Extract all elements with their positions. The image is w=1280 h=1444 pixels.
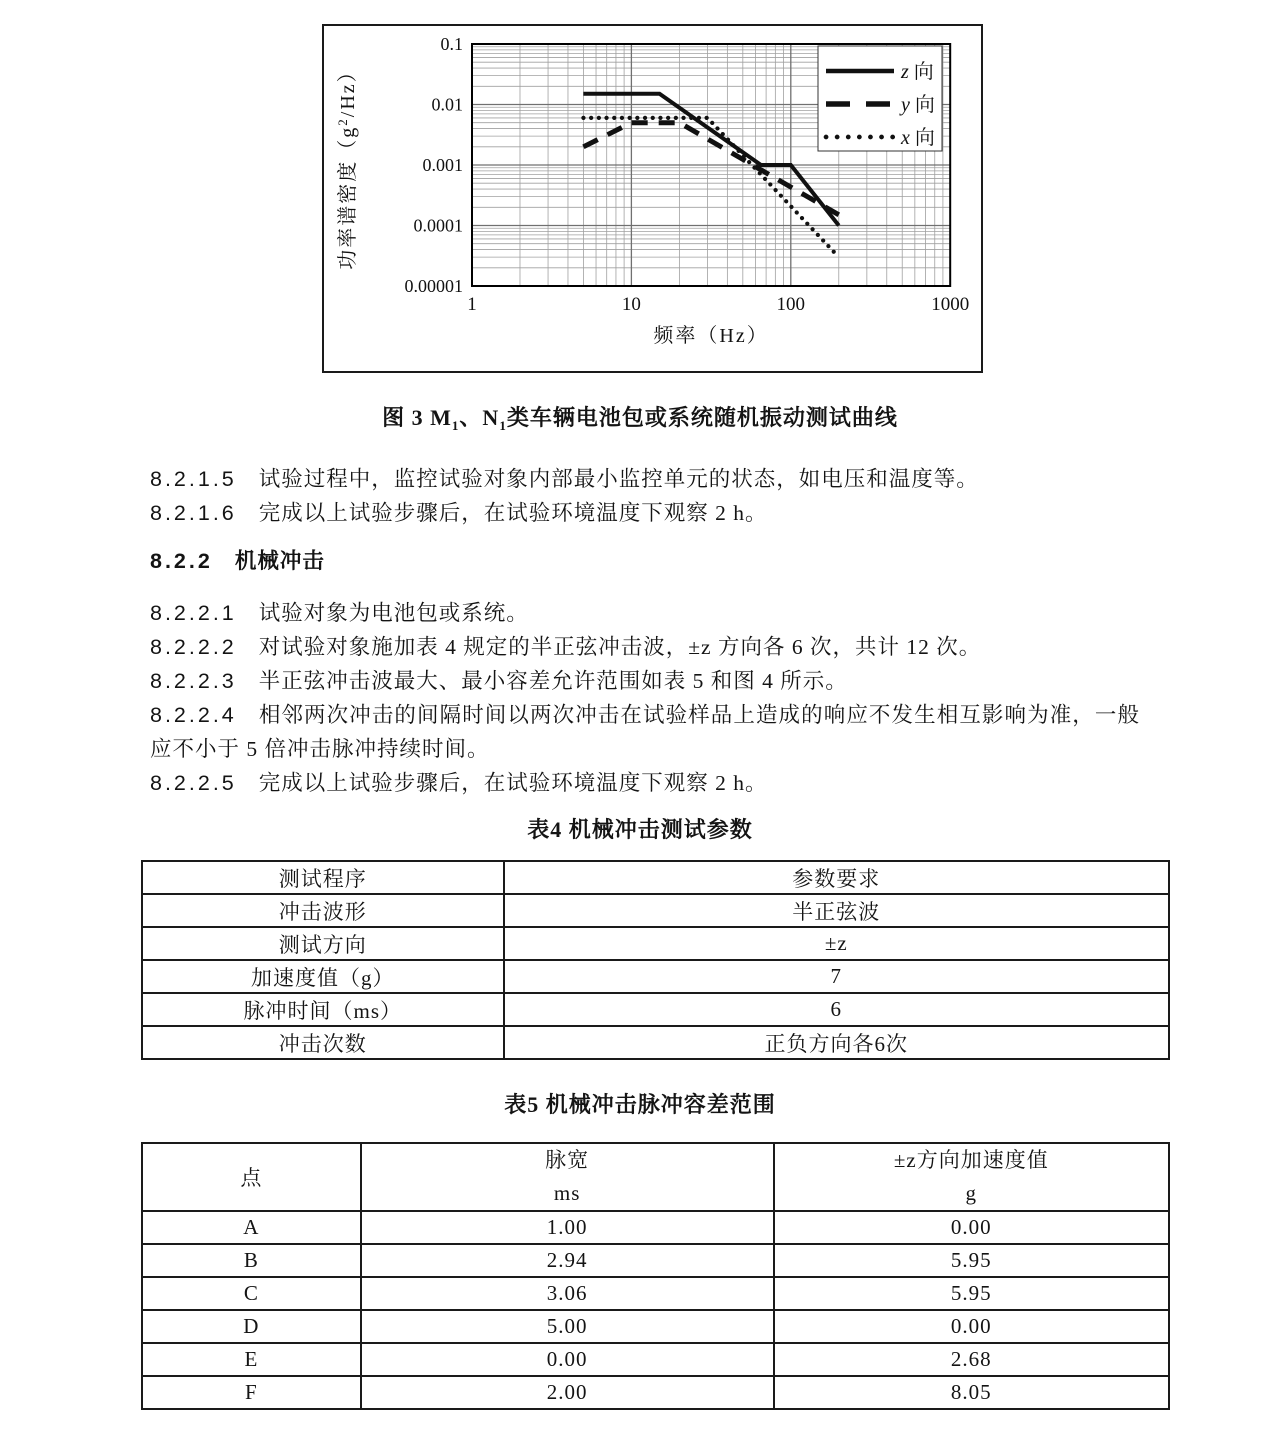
table-cell: 冲击次数 xyxy=(142,1026,504,1059)
y-axis-tick-label: 0.1 xyxy=(440,34,463,54)
header-cell-pulse-width xyxy=(361,1143,774,1211)
header-line: ms xyxy=(553,1181,581,1205)
figure-caption xyxy=(0,403,1280,441)
table-mechanical-shock-parameters xyxy=(141,860,1170,1060)
psd-line-chart xyxy=(324,26,981,371)
table-cell: 0.00 xyxy=(774,1211,1169,1244)
table-row xyxy=(142,1343,1169,1376)
y-axis-tick-label: 0.0001 xyxy=(413,215,463,236)
clause-body-text: 试验对象为电池包或系统。 xyxy=(258,601,529,625)
figure-caption-text: 图 3 M xyxy=(382,405,452,430)
legend-label-z: z 向 xyxy=(901,61,934,83)
table-cell: 2.00 xyxy=(361,1376,774,1409)
table-row xyxy=(142,861,1169,894)
legend-label-y: y 向 xyxy=(901,94,935,116)
table-cell: E xyxy=(142,1343,361,1376)
subscript: 1 xyxy=(451,418,460,433)
table-cell: 2.68 xyxy=(774,1343,1169,1376)
clause-paragraph xyxy=(150,630,1140,664)
clause-paragraph xyxy=(150,766,1140,800)
legend-label-x: x 向 xyxy=(901,127,935,149)
clause-body-text: 机械冲击 xyxy=(234,549,325,573)
clause-paragraph xyxy=(150,698,1140,766)
x-axis-tick-label: 1000 xyxy=(931,294,970,315)
table-cell: ±z xyxy=(504,927,1170,960)
subscript: 1 xyxy=(499,418,507,433)
clause-paragraph xyxy=(150,596,1140,630)
clause-body-text: 完成以上试验步骤后，在试验环境温度下观察 2 h。 xyxy=(258,501,768,525)
y-axis-title: 功率谱密度$(g^2/Hz)$ xyxy=(335,60,359,270)
table-cell: D xyxy=(142,1310,361,1343)
clause-body-text: 相邻两次冲击的间隔时间以两次冲击在试验样品上造成的响应不发生相互影响为准，一般应不小于 5 倍冲击脉冲持续时间。 xyxy=(150,703,1140,761)
x-axis-tick-label: 100 xyxy=(776,294,806,315)
table-row xyxy=(142,1244,1169,1277)
table-cell: C xyxy=(142,1277,361,1310)
table-cell: 1.00 xyxy=(361,1211,774,1244)
table-row xyxy=(142,894,1169,927)
table5-caption: 表5 机械冲击脉冲容差范围 xyxy=(504,1092,776,1117)
table4-caption: 表4 机械冲击测试参数 xyxy=(527,817,753,842)
figure-caption-text: 、N xyxy=(459,405,500,430)
clause-body-text: 对试验对象施加表 4 规定的半正弦冲击波，±z 方向各 6 次，共计 12 次。 xyxy=(258,635,982,659)
table-cell: F xyxy=(142,1376,361,1409)
clause-paragraph xyxy=(150,462,1140,496)
y-axis-tick-label: 0.001 xyxy=(422,155,463,175)
table-cell: 6 xyxy=(504,993,1170,1026)
figure-3-chart xyxy=(322,24,983,373)
table-cell: 正负方向各6次 xyxy=(504,1026,1170,1059)
x-axis-tick-label: 1 xyxy=(467,294,477,315)
table-cell: 脉冲时间（ms） xyxy=(142,993,504,1026)
clause-number: 8.2.1.6 xyxy=(150,501,237,525)
clause-heading xyxy=(150,546,1140,576)
table-cell: 3.06 xyxy=(361,1277,774,1310)
table-row xyxy=(142,960,1169,993)
clause-number: 8.2.2 xyxy=(150,549,213,573)
table-row xyxy=(142,1376,1169,1409)
clause-number: 8.2.2.4 xyxy=(150,703,237,727)
header-line: g xyxy=(965,1181,978,1205)
table-row xyxy=(142,1211,1169,1244)
clause-body-text: 试验过程中，监控试验对象内部最小监控单元的状态，如电压和温度等。 xyxy=(258,467,979,491)
figure-caption-text: 类车辆电池包或系统随机振动测试曲线 xyxy=(506,405,898,430)
table-row xyxy=(142,993,1169,1026)
table-cell: 冲击波形 xyxy=(142,894,504,927)
y-axis-tick-label: 0.01 xyxy=(431,94,463,115)
table-row xyxy=(142,927,1169,960)
clause-body-text: 半正弦冲击波最大、最小容差允许范围如表 5 和图 4 所示。 xyxy=(258,669,848,693)
clause-number: 8.2.2.5 xyxy=(150,771,237,795)
table-cell: 5.95 xyxy=(774,1277,1169,1310)
x-axis-tick-label: 10 xyxy=(621,294,641,315)
y-axis-tick-label: 0.00001 xyxy=(404,276,463,296)
clause-number: 8.2.2.2 xyxy=(150,635,237,659)
table-cell: 测试方向 xyxy=(142,927,504,960)
table-cell: 2.94 xyxy=(361,1244,774,1277)
clause-text-block xyxy=(150,462,1140,800)
table-cell: 5.00 xyxy=(361,1310,774,1343)
clause-body-text: 完成以上试验步骤后，在试验环境温度下观察 2 h。 xyxy=(258,771,768,795)
table-header-row xyxy=(142,1143,1169,1211)
table-shock-pulse-tolerance xyxy=(141,1142,1170,1410)
table-cell: 7 xyxy=(504,960,1170,993)
table-cell: A xyxy=(142,1211,361,1244)
header-cell-acceleration xyxy=(774,1143,1169,1211)
header-line: ±z方向加速度值 xyxy=(893,1148,1049,1172)
table-row xyxy=(142,1310,1169,1343)
table-cell: 0.00 xyxy=(774,1310,1169,1343)
table-cell: 参数要求 xyxy=(504,861,1170,894)
table-cell: 8.05 xyxy=(774,1376,1169,1409)
table-cell: 5.95 xyxy=(774,1244,1169,1277)
table-cell: 0.00 xyxy=(361,1343,774,1376)
table-row xyxy=(142,1277,1169,1310)
x-axis-title: 频率（Hz） xyxy=(653,325,769,347)
table-cell: 加速度值（g） xyxy=(142,960,504,993)
table-row xyxy=(142,1026,1169,1059)
clause-number: 8.2.2.3 xyxy=(150,669,237,693)
clause-paragraph xyxy=(150,664,1140,698)
header-line: 脉宽 xyxy=(545,1148,590,1172)
clause-number: 8.2.2.1 xyxy=(150,601,237,625)
header-cell-point: 点 xyxy=(142,1143,361,1211)
clause-paragraph xyxy=(150,496,1140,530)
table-cell: B xyxy=(142,1244,361,1277)
table-cell: 半正弦波 xyxy=(504,894,1170,927)
table-cell: 测试程序 xyxy=(142,861,504,894)
clause-number: 8.2.1.5 xyxy=(150,467,237,491)
